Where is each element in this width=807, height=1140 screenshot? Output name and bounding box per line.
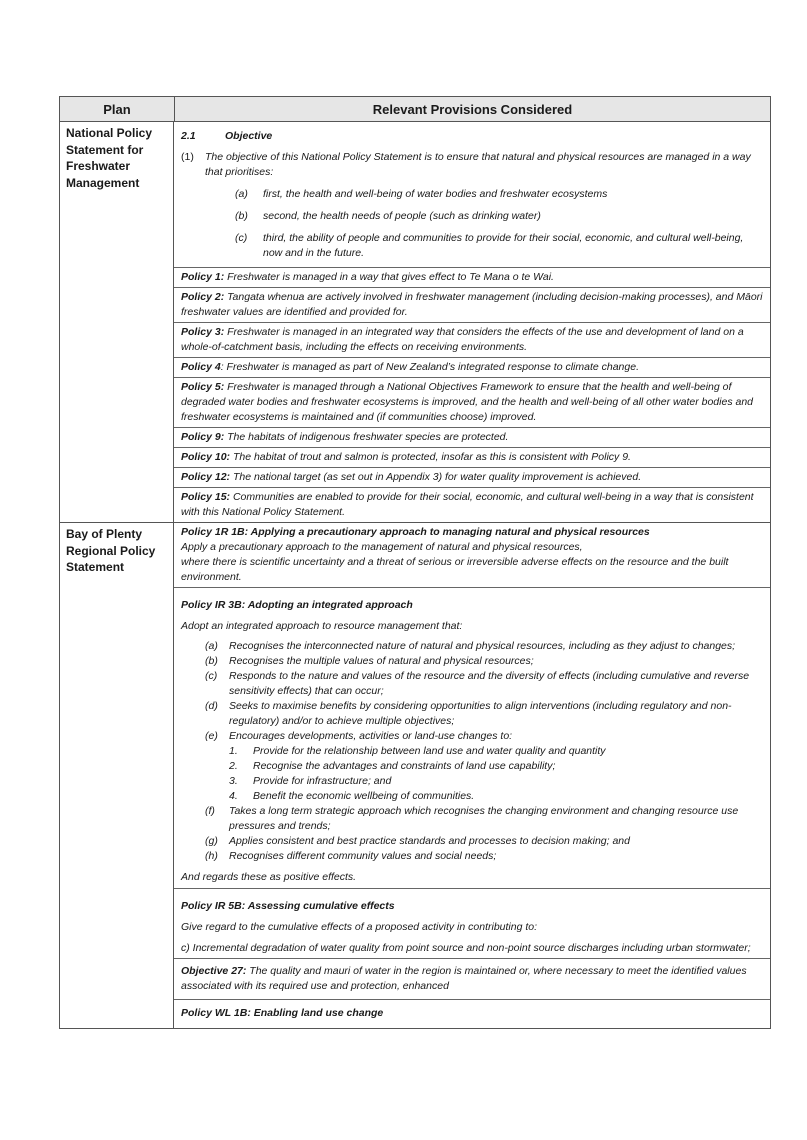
list-item-number: (f) <box>205 805 215 817</box>
policy-block <box>174 468 770 488</box>
policy-ir3b-block <box>174 588 770 889</box>
objective-item <box>181 209 764 224</box>
objective-number: 2.1 <box>181 130 196 142</box>
sub-item-number: 1. <box>229 745 238 757</box>
plan-name-bop: Bay of Plenty Regional Policy Statement <box>60 523 174 1028</box>
sub-item-number: 3. <box>229 775 238 787</box>
policy-ir3b-closing: And regards these as positive effects. <box>181 871 357 883</box>
policy-block <box>174 428 770 448</box>
policy-ir5b-item-c: c) Incremental degradation of water quality from point source and non-point source discharges including urban stormwater; <box>181 942 751 954</box>
policy-label: Policy 15: <box>181 491 231 503</box>
policy-text: Freshwater is managed through a National Objectives Framework to ensure that the health and well-being of degraded water bodies and freshwater ecosystems is improved, and the health and well-being of all other water bodies and freshwater ecosystems is maintained and (if communities choose) improved. <box>181 381 754 423</box>
policy-ir5b-intro: Give regard to the cumulative effects of a proposed activity in contributing to: <box>181 921 538 933</box>
objective-item-number: (a) <box>235 188 248 200</box>
policy-text: Communities are enabled to provide for their social, economic, and cultural well-being in a way that is consistent with this National Policy Statement. <box>181 491 754 518</box>
sub-item-text: Provide for infrastructure; and <box>253 775 392 787</box>
list-item-text: Encourages developments, activities or land-use changes to: <box>229 730 513 742</box>
policy-ir3b-heading: Policy IR 3B: Adopting an integrated approach <box>181 599 413 611</box>
list-item-number: (c) <box>205 670 218 682</box>
policy-wl1b-heading: Policy WL 1B: Enabling land use change <box>181 1007 384 1019</box>
table-header-row <box>60 97 770 122</box>
objective-item-text: third, the ability of people and communities to provide for their social, economic, and cultural well-being, now and in the future. <box>263 232 744 259</box>
bop-provisions <box>174 523 770 1028</box>
objective-paragraph <box>181 150 764 180</box>
policy-label: Policy 2: <box>181 291 225 303</box>
policy-ir3b-intro: Adopt an integrated approach to resource management that: <box>181 620 463 632</box>
sub-item-number: 4. <box>229 790 238 802</box>
plan-name-nps: National Policy Statement for Freshwater Management <box>60 122 174 522</box>
nps-section-row <box>60 122 770 523</box>
policy-wl1b-block <box>174 1000 770 1028</box>
sub-list-item <box>181 774 764 789</box>
list-item-number: (a) <box>205 640 218 652</box>
policy-1r1b-line2: where there is scientific uncertainty and a threat of serious or irreversible adverse effects on the resource and the built environment. <box>181 556 729 583</box>
list-item-number: (e) <box>205 730 218 742</box>
policy-text: Freshwater is managed in a way that gives effect to Te Mana o te Wai. <box>224 271 554 283</box>
list-item <box>181 639 764 654</box>
list-item-text: Seeks to maximise benefits by considering opportunities to align interventions (including regulatory and non-regulatory) and/or to achieve multiple objectives; <box>229 700 732 727</box>
policy-block <box>174 378 770 428</box>
policy-label: Policy 1: <box>181 271 225 283</box>
policy-1r1b-heading: Policy 1R 1B: Applying a precautionary approach to managing natural and physical resources <box>181 526 650 538</box>
list-item-text: Takes a long term strategic approach which recognises the changing environment and changing resource use pressures and trends; <box>229 805 739 832</box>
policy-label: Policy 10: <box>181 451 231 463</box>
policy-label: Policy 9: <box>181 431 225 443</box>
list-item-number: (d) <box>205 700 218 712</box>
nps-objective-block <box>174 122 770 268</box>
objective-27-label: Objective 27: <box>181 965 247 977</box>
policy-text: Freshwater is managed in an integrated way that considers the effects of the use and development of land on a whole-of-catchment basis, including the effects on receiving environments. <box>181 326 744 353</box>
bop-section-row <box>60 523 770 1028</box>
objective-item <box>181 187 764 202</box>
list-item-text: Responds to the nature and values of the resource and the diversity of effects (including cumulative and reverse sensitivity effects) that can occur; <box>229 670 750 697</box>
objective-item-number: (b) <box>235 210 248 222</box>
list-item-number: (g) <box>205 835 218 847</box>
policy-block <box>174 448 770 468</box>
objective-item <box>181 231 764 261</box>
policy-text: The national target (as set out in Appendix 3) for water quality improvement is achieved. <box>230 471 642 483</box>
list-item <box>181 669 764 699</box>
list-item-text: Recognises the multiple values of natural and physical resources; <box>229 655 534 667</box>
policy-block <box>174 488 770 522</box>
policy-label: Policy 12: <box>181 471 231 483</box>
sub-item-number: 2. <box>229 760 238 772</box>
policy-1r1b-block <box>174 523 770 588</box>
list-item <box>181 849 764 864</box>
list-item <box>181 699 764 729</box>
header-plan: Plan <box>60 97 175 121</box>
policy-label: Policy 4 <box>181 361 221 373</box>
objective-title: Objective <box>225 130 273 142</box>
sub-list-item <box>181 759 764 774</box>
list-item-text: Recognises different community values and social needs; <box>229 850 497 862</box>
objective-para-number: (1) <box>181 151 194 163</box>
header-provisions: Relevant Provisions Considered <box>372 101 573 117</box>
sub-item-text: Benefit the economic wellbeing of communities. <box>253 790 475 802</box>
policy-block <box>174 358 770 378</box>
sub-item-text: Provide for the relationship between land use and water quality and quantity <box>253 745 606 757</box>
policy-text: : Freshwater is managed as part of New Zealand’s integrated response to climate change. <box>220 361 639 373</box>
objective-heading <box>181 129 764 144</box>
sub-list-item <box>181 744 764 759</box>
nps-provisions <box>174 122 770 522</box>
provisions-table <box>59 96 771 1029</box>
objective-27-text: The quality and mauri of water in the region is maintained or, where necessary to meet the identified values associated with its required use and protection, enhanced <box>181 965 747 992</box>
list-item <box>181 834 764 849</box>
policy-block <box>174 268 770 288</box>
policy-text: The habitats of indigenous freshwater species are protected. <box>224 431 509 443</box>
sub-list-item <box>181 789 764 804</box>
policy-label: Policy 3: <box>181 326 225 338</box>
list-item-text: Recognises the interconnected nature of natural and physical resources, including as they adjust to changes; <box>229 640 736 652</box>
list-item-text: Applies consistent and best practice standards and processes to decision making; and <box>229 835 630 847</box>
policy-text: The habitat of trout and salmon is protected, insofar as this is consistent with Policy 9. <box>230 451 631 463</box>
list-item <box>181 654 764 669</box>
list-item-number: (h) <box>205 850 218 862</box>
objective-para-text: The objective of this National Policy Statement is to ensure that natural and physical resources are managed in a way that prioritises: <box>205 151 751 178</box>
objective-27-block <box>174 959 770 1000</box>
policy-text: Tangata whenua are actively involved in freshwater management (including decision-making processes), and Māori freshwater values are identified and provided for. <box>181 291 763 318</box>
list-item-number: (b) <box>205 655 218 667</box>
objective-item-text: second, the health needs of people (such as drinking water) <box>263 210 541 222</box>
policy-1r1b-line1: Apply a precautionary approach to the management of natural and physical resources, <box>181 541 583 553</box>
list-item <box>181 804 764 834</box>
list-item <box>181 729 764 744</box>
policy-block <box>174 323 770 358</box>
sub-item-text: Recognise the advantages and constraints of land use capability; <box>253 760 556 772</box>
policy-label: Policy 5: <box>181 381 225 393</box>
objective-item-number: (c) <box>235 232 248 244</box>
policy-ir5b-heading: Policy IR 5B: Assessing cumulative effects <box>181 900 395 912</box>
objective-item-text: first, the health and well-being of water bodies and freshwater ecosystems <box>263 188 608 200</box>
policy-block <box>174 288 770 323</box>
policy-ir5b-block <box>174 889 770 959</box>
